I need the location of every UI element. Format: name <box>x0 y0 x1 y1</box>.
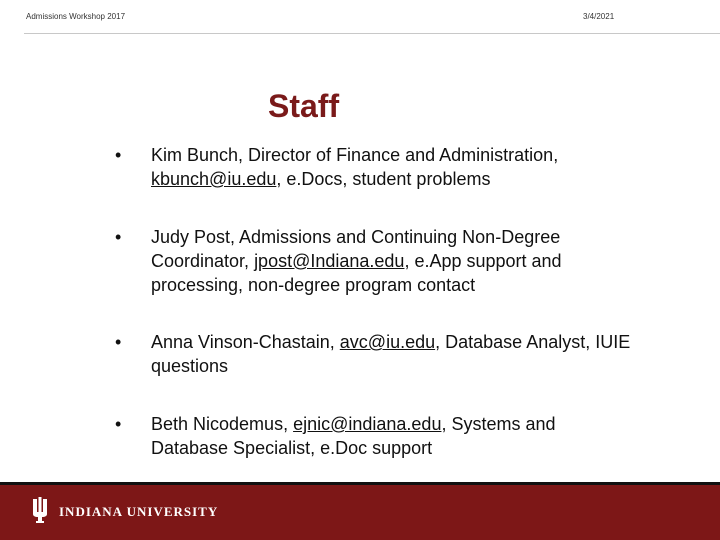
footer-brand: INDIANA UNIVERSITY <box>59 504 219 519</box>
email-link[interactable]: ejnic@indiana.edu <box>293 414 442 434</box>
header-date: 3/4/2021 <box>583 12 615 21</box>
staff-entry-text: Anna Vinson-Chastain, avc@iu.edu, Database Analyst, IUIE questions <box>151 332 631 376</box>
staff-entry-text: Kim Bunch, Director of Finance and Administration, kbunch@iu.edu, e.Docs, student problems <box>151 145 559 189</box>
email-link[interactable]: avc@iu.edu <box>339 332 436 352</box>
footer-top-line <box>0 482 720 485</box>
bullet: • <box>115 332 122 352</box>
header-divider <box>24 33 720 34</box>
staff-entry-text: Beth Nicodemus, ejnic@indiana.edu, Systems and Database Specialist, e.Doc support <box>151 414 556 458</box>
header-workshop-label: Admissions Workshop 2017 <box>26 12 126 21</box>
email-link[interactable]: jpost@Indiana.edu <box>254 251 405 271</box>
staff-entry-text: Judy Post, Admissions and Continuing Non-Degree Coordinator, jpost@Indiana.edu, e.App support and processing, non-degree program contact <box>151 227 562 295</box>
bullet: • <box>115 414 122 434</box>
email-link[interactable]: kbunch@iu.edu <box>151 169 277 189</box>
trident-icon <box>30 496 50 529</box>
slide-title: Staff <box>268 88 340 124</box>
bullet: • <box>115 145 122 165</box>
bullet: • <box>115 227 122 247</box>
